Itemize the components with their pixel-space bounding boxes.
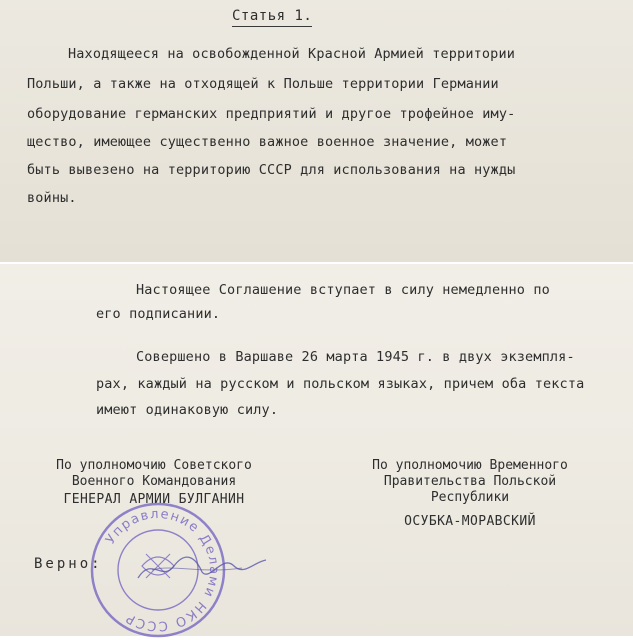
article-line: Находящееся на освобожденной Красной Армией территории (68, 46, 515, 62)
article-line: оборудование германских предприятий и другое трофейное иму- (27, 106, 516, 122)
soviet-signatory-name: ГЕНЕРАЛ АРМИИ БУЛГАНИН (63, 492, 245, 507)
article-line: войны. (27, 190, 77, 206)
stamp-text: Управление Делами НКО СССР (103, 506, 222, 634)
closing-line: имеют одинаковую силу. (96, 402, 279, 418)
polish-authority-line: По уполномочию Временного (372, 458, 568, 473)
article-line: быть вывезено на территорию СССР для использования на нужды (27, 162, 516, 178)
closing-line: Настоящее Соглашение вступает в силу немедленно по (136, 282, 550, 298)
polish-signatory-name: ОСУБКА-МОРАВСКИЙ (404, 514, 536, 529)
polish-authority-line: Правительства Польской (383, 474, 557, 489)
verno-label: Верно: (34, 556, 103, 572)
closing-line: рах, каждый на русском и польском языках, причем оба текста (96, 376, 585, 392)
soviet-authority-line: По уполномочию Советского (56, 458, 252, 473)
closing-line: Совершено в Варшаве 26 марта 1945 г. в двух экземпля- (136, 349, 575, 365)
closing-line: его подписании. (96, 306, 221, 322)
polish-authority-line: Республики (430, 490, 510, 505)
document-page-top (0, 0, 633, 262)
article-heading: Статья 1. (232, 8, 313, 24)
handwritten-signature (132, 548, 272, 588)
article-line: Польши, а также на отходящей к Польше территории Германии (27, 76, 499, 92)
article-line: щество, имеющее существенно важное военное значение, может (27, 134, 508, 150)
soviet-authority-line: Военного Командования (71, 474, 237, 489)
polish-signature-block (352, 458, 588, 530)
